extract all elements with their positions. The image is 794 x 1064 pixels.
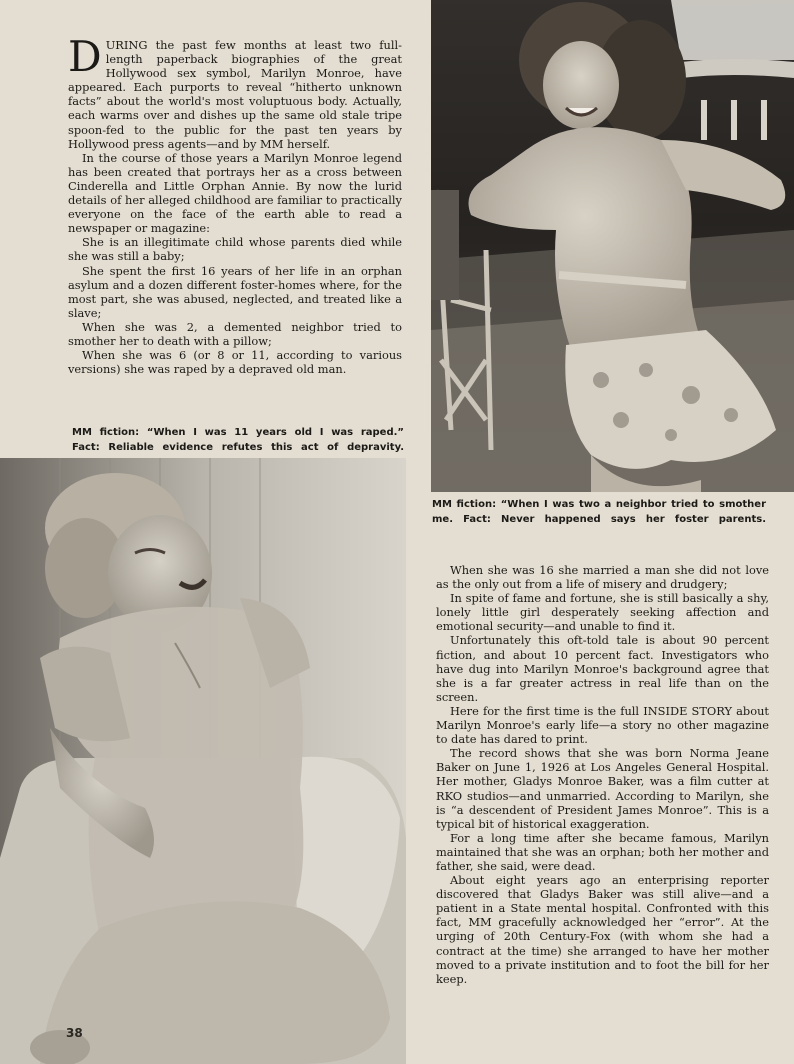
article-paragraph: When she was 16 she married a man she did not love as the only out from a life of misery and drudgery; (436, 563, 769, 592)
article-paragraph: When she was 2, a demented neighbor tried to smother her to death with a pillow; (68, 319, 402, 348)
article-paragraph: DURING the past few months at least two full-length paperback biographies of the great Hollywood sex symbol, Marilyn Monroe, have appeared. Each purports to reveal “hitherto unknown facts” about the world's most voluptuous body. Actually, each warms over and dishes up the same old stale tripe spoon-fed to the public for the past ten years by Hollywood press agents—and by MM herself. (68, 32, 402, 151)
article-paragraph: She is an illegitimate child whose parents died while she was still a baby; (68, 235, 402, 264)
article-paragraph: In the course of those years a Marilyn Monroe legend has been created that portrays her as a cross between Cinderella and Little Orphan Annie. By now the lurid details of her alleged childhood are familiar to practically everyone on the face of the earth able to read a newspaper or magazine: (68, 150, 402, 236)
article-paragraph: When she was 6 (or 8 or 11, according to various versions) she was raped by a depraved old man. (68, 348, 402, 377)
photo-bottom-left (0, 458, 406, 1064)
article-column-left (68, 32, 402, 377)
photo-top-right (431, 0, 794, 492)
article-paragraph: For a long time after she became famous, Marilyn maintained that she was an orphan; both her mother and father, she said, were dead. (436, 830, 769, 873)
photo-caption-left: MM fiction: “When I was 11 years old I was raped.” Fact: Reliable evidence refutes this act of depravity. (72, 427, 404, 453)
article-column-right (436, 563, 769, 986)
article-paragraph: Unfortunately this oft-told tale is about 90 percent fiction, and about 10 percent fact. Investigators who have dug into Marilyn Monroe's background agree that she is a far greater actress in real life than on the screen. (436, 633, 769, 704)
drop-cap: D (68, 32, 102, 81)
photo-caption-right: MM fiction: “When I was two a neighbor tried to smother me. Fact: Never happened says her foster parents. (432, 499, 766, 525)
article-paragraph: About eight years ago an enterprising reporter discovered that Gladys Baker was still alive—and a patient in a State mental hospital. Confronted with this fact, MM gracefully acknowledged her “error”. At the urging of 20th Century-Fox (with whom she had a contract at the time) she arranged to have her mother moved to a private institution and to foot the bill for her keep. (436, 873, 769, 986)
article-paragraph: The record shows that she was born Norma Jeane Baker on June 1, 1926 at Los Angeles General Hospital. Her mother, Gladys Monroe Baker, was a film cutter at RKO studios—and unmarried. According to Marilyn, she is “a descendent of President James Monroe”. This is a typical bit of historical exaggeration. (436, 746, 769, 831)
article-paragraph: Here for the first time is the full INSIDE STORY about Marilyn Monroe's early life—a story no other magazine to date has dared to print. (436, 703, 769, 747)
article-paragraph: She spent the first 16 years of her life in an orphan asylum and a dozen different foster-homes where, for the most part, she was abused, neglected, and treated like a slave; (68, 263, 402, 320)
article-paragraph: In spite of fame and fortune, she is still basically a shy, lonely little girl desperately seeking affection and emotional security—and unable to find it. (436, 591, 769, 634)
page-number: 38 (66, 1026, 83, 1040)
